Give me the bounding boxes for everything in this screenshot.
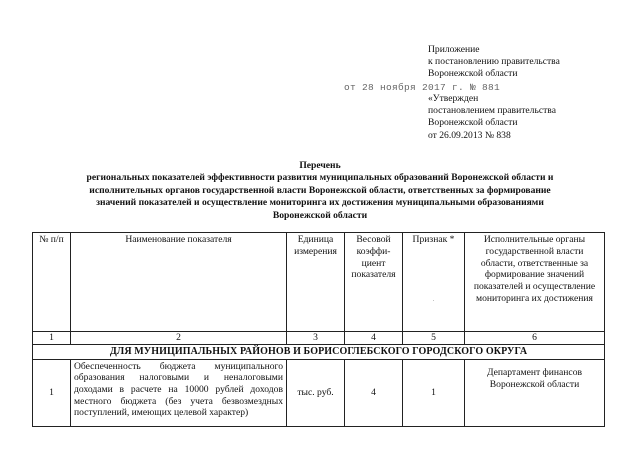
column-number: 3 <box>287 332 345 345</box>
approved-line: постановлением правительства <box>428 105 556 117</box>
approved-line: «Утвержден <box>428 93 479 104</box>
row-num: 1 <box>33 359 71 426</box>
table-header-row <box>33 233 605 332</box>
column-number-row <box>33 332 605 345</box>
row-attribute: 1 <box>403 359 465 426</box>
column-number: 5 <box>403 332 465 345</box>
column-number: 4 <box>345 332 403 345</box>
subtitle-line: значений показателей и осуществление мониторинга их достижения муниципальными образованиями <box>96 197 544 209</box>
section-row <box>33 344 605 359</box>
section-title: ДЛЯ МУНИЦИПАЛЬНЫХ РАЙОНОВ И БОРИСОГЛЕБСКОГО ГОРОДСКОГО ОКРУГА <box>33 344 605 359</box>
annex-block <box>428 44 560 81</box>
column-number: 1 <box>33 332 71 345</box>
scan-dot-icon: · <box>432 296 435 305</box>
header-name: Наименование показателя <box>71 233 287 332</box>
subtitle-line: исполнительных органов государственной власти Воронежской области, ответственных за формирование <box>89 184 551 196</box>
approved-block <box>428 93 556 142</box>
document-heading: Перечень <box>299 160 341 171</box>
row-indicator: Обеспеченность бюджета муниципального образования налоговыми и неналоговыми доходами в расчете на 10000 рублей доходов местного бюджета (без учета безвозмездных поступлений, имеющих целевой характер) <box>71 359 287 426</box>
subtitle-line: региональных показателей эффективности развития муниципальных образований Воронежской области и <box>86 172 554 183</box>
header-unit: Единица измерения <box>287 233 345 332</box>
header-attribute-label: Признак * <box>412 234 455 245</box>
document-subtitle <box>60 172 580 222</box>
approved-line: от 26.09.2013 № 838 <box>428 129 511 141</box>
header-num: № п/п <box>33 233 71 332</box>
header-weight: Весовой коэффи-циент показателя <box>345 233 403 332</box>
approved-line: Воронежской области <box>428 117 518 129</box>
row-unit: тыс. руб. <box>287 359 345 426</box>
column-number: 2 <box>71 332 287 345</box>
header-attribute <box>403 233 465 332</box>
subtitle-line: Воронежской области <box>272 209 368 221</box>
date-stamp: от 28 ноября 2017 г. № 881 <box>344 82 501 93</box>
annex-line: Воронежской области <box>428 68 518 80</box>
row-weight: 4 <box>345 359 403 426</box>
indicators-table <box>32 232 605 427</box>
row-executor: Департамент финансов Воронежской области <box>465 359 605 426</box>
table-row <box>33 359 605 426</box>
annex-line: к постановлению правительства <box>428 56 560 68</box>
column-number: 6 <box>465 332 605 345</box>
header-executors: Исполнительные органы государственной власти области, ответственные за формирование значений показателей и осуществление мониторинга их достижения <box>465 233 605 332</box>
annex-line: Приложение <box>428 44 480 55</box>
